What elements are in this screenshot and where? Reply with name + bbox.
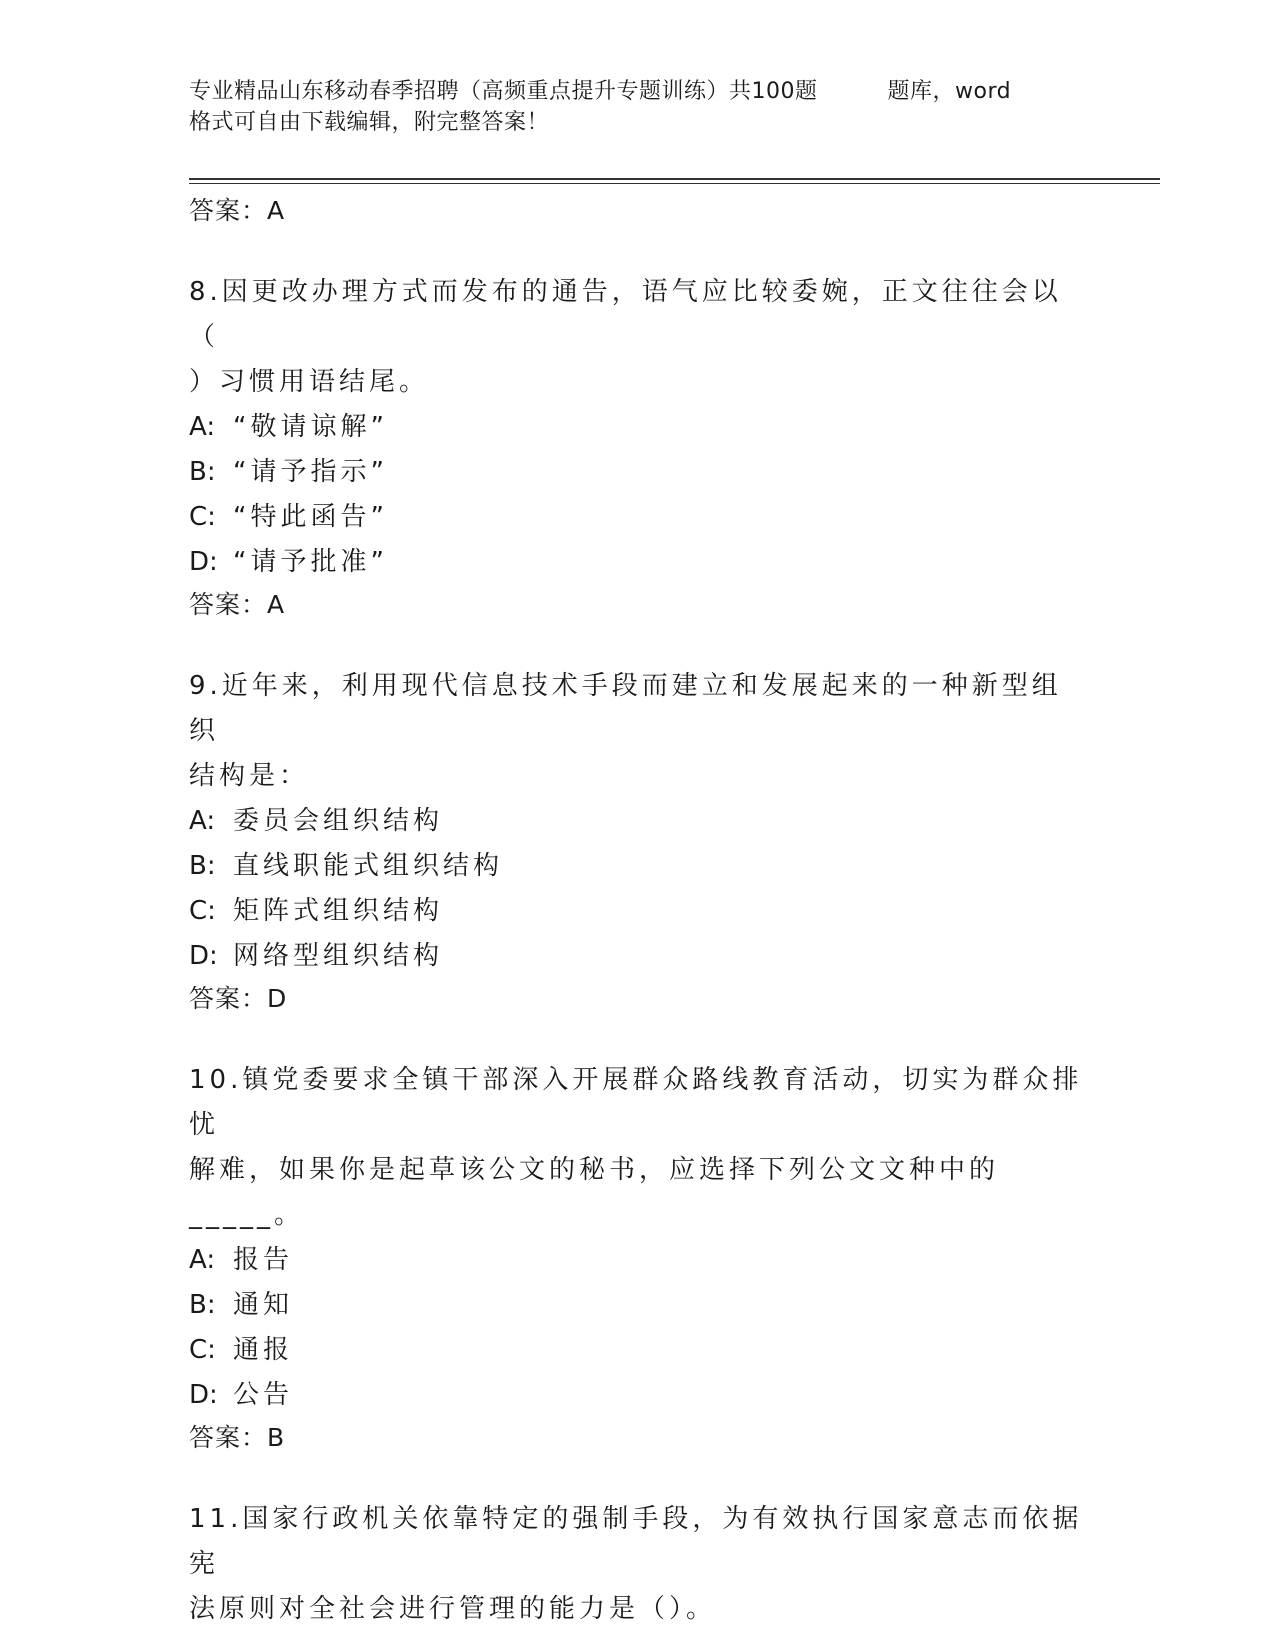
option-d: D: 网络型组织结构 bbox=[189, 941, 444, 971]
question-stem bbox=[189, 1058, 1089, 1238]
option-c: C: “特此函告” bbox=[189, 502, 388, 532]
header-line-1 bbox=[189, 76, 1109, 107]
option-c: C: 矩阵式组织结构 bbox=[189, 896, 444, 926]
option-b: B: “请予指示” bbox=[189, 457, 388, 487]
option-a: A: 报告 bbox=[189, 1245, 294, 1275]
question-11 bbox=[189, 1497, 1089, 1632]
page-header bbox=[189, 76, 1109, 138]
option-d: D: “请予批准” bbox=[189, 547, 388, 577]
header-title: 专业精品山东移动春季招聘（高频重点提升专题训练）共100题 bbox=[189, 79, 818, 104]
question-10 bbox=[189, 1058, 1089, 1457]
option-b: B: 直线职能式组织结构 bbox=[189, 851, 504, 881]
question-stem bbox=[189, 270, 1089, 405]
question-stem-line: 结构是： bbox=[189, 761, 310, 791]
question-list bbox=[189, 192, 1089, 1632]
option-c: C: 通报 bbox=[189, 1335, 294, 1365]
question-stem bbox=[189, 664, 1089, 799]
question-8 bbox=[189, 270, 1089, 624]
option-a: A: “敬请谅解” bbox=[189, 412, 388, 442]
header-rule bbox=[189, 178, 1160, 180]
question-stem-line: ）习惯用语结尾。 bbox=[189, 367, 430, 397]
answer-line: 答案：B bbox=[189, 1423, 286, 1452]
option-d: D: 公告 bbox=[189, 1380, 294, 1410]
option-a: A: 委员会组织结构 bbox=[189, 806, 444, 836]
question-stem-line: 11.国家行政机关依靠特定的强制手段，为有效执行国家意志而依据宪 bbox=[189, 1504, 1083, 1579]
option-b: B: 通知 bbox=[189, 1290, 294, 1320]
answer-line: 答案：A bbox=[189, 196, 286, 225]
question-stem-line: 解难，如果你是起草该公文的秘书，应选择下列公文文种中的_____。 bbox=[189, 1155, 1000, 1230]
answer-line: 答案：A bbox=[189, 590, 286, 619]
question-stem bbox=[189, 1497, 1089, 1632]
question-stem-line: 10.镇党委要求全镇干部深入开展群众路线教育活动，切实为群众排忧 bbox=[189, 1065, 1083, 1140]
question-stem-line: 法原则对全社会进行管理的能力是（）。 bbox=[189, 1594, 717, 1624]
answer-line: 答案：D bbox=[189, 984, 288, 1013]
question-stem-line: 9.近年来，利用现代信息技术手段而建立和发展起来的一种新型组织 bbox=[189, 671, 1062, 746]
header-rule-thin bbox=[189, 183, 1160, 184]
header-line-2: 格式可自由下载编辑，附完整答案！ bbox=[189, 110, 550, 135]
header-title-suffix: 题库，word bbox=[887, 79, 1012, 104]
question-stem-line: 8.因更改办理方式而发布的通告，语气应比较委婉，正文往往会以（ bbox=[189, 277, 1062, 352]
question-9 bbox=[189, 664, 1089, 1018]
